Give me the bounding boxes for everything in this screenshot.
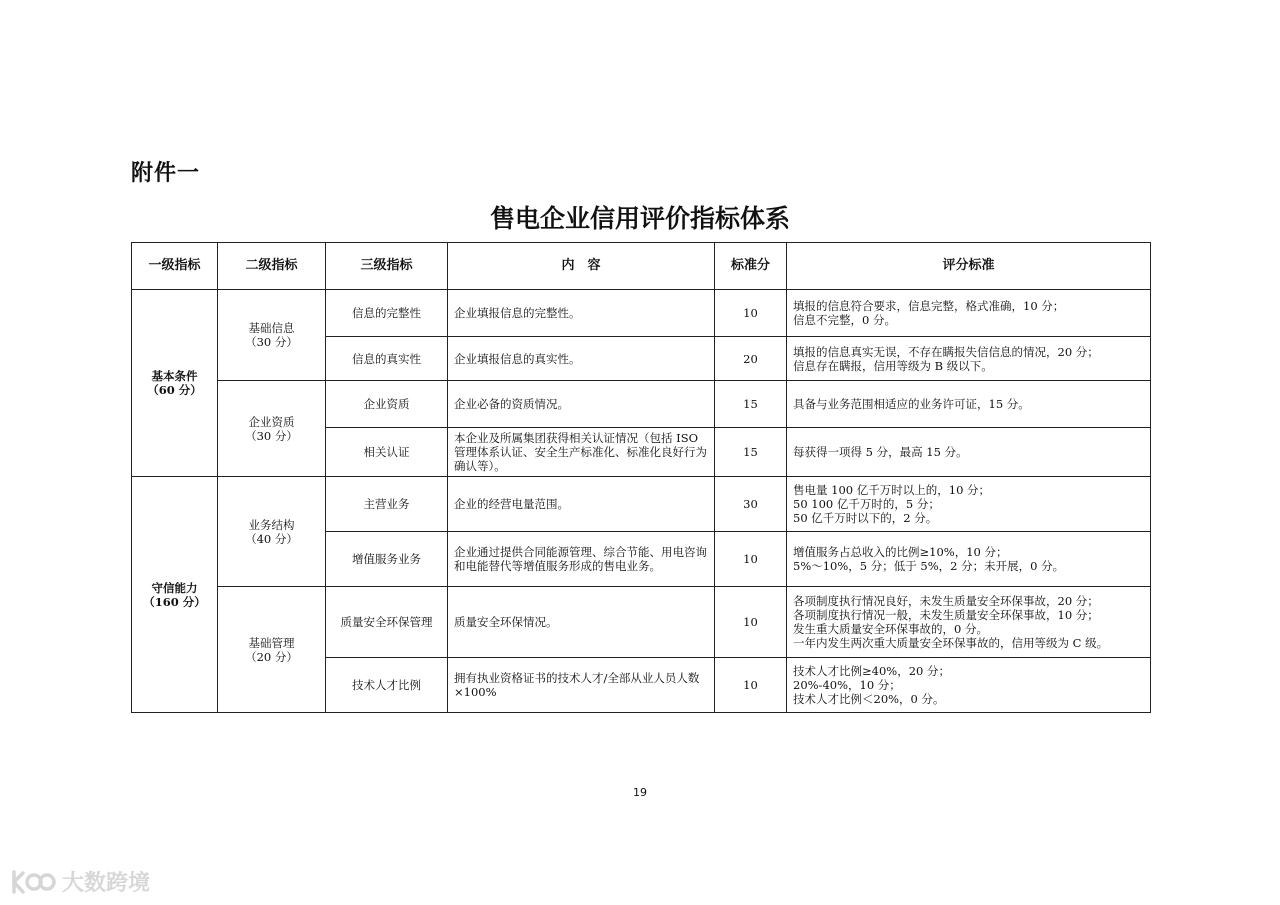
level2-indicator: 基础信息 （30 分） [218, 290, 326, 381]
score-cell: 10 [715, 290, 787, 337]
content-cell: 企业填报信息的完整性。 [448, 290, 715, 337]
level3-indicator: 质量安全环保管理 [326, 587, 448, 658]
credit-index-table [131, 242, 1151, 713]
criteria-cell: 填报的信息符合要求，信息完整，格式准确，10 分； 信息不完整，0 分。 [787, 290, 1151, 337]
table-row [132, 381, 1151, 428]
content-cell: 企业填报信息的真实性。 [448, 337, 715, 381]
table-header-row [132, 243, 1151, 290]
header-score: 标准分 [715, 243, 787, 290]
level2-indicator: 业务结构 （40 分） [218, 477, 326, 587]
criteria-cell: 具备与业务范围相适应的业务许可证，15 分。 [787, 381, 1151, 428]
page-number: 19 [633, 786, 647, 799]
level3-indicator: 增值服务业务 [326, 532, 448, 587]
level3-indicator: 主营业务 [326, 477, 448, 532]
header-content: 内 容 [448, 243, 715, 290]
criteria-cell: 技术人才比例≥40%，20 分； 20%-40%，10 分； 技术人才比例＜20%，0 分。 [787, 658, 1151, 713]
header-criteria: 评分标准 [787, 243, 1151, 290]
criteria-cell: 增值服务占总收入的比例≥10%，10 分； 5%～10%，5 分；低于 5%，2 分；未开展，0 分。 [787, 532, 1151, 587]
level3-indicator: 企业资质 [326, 381, 448, 428]
level3-indicator: 技术人才比例 [326, 658, 448, 713]
criteria-cell: 每获得一项得 5 分，最高 15 分。 [787, 428, 1151, 477]
content-cell: 企业的经营电量范围。 [448, 477, 715, 532]
document-title: 售电企业信用评价指标体系 [489, 204, 790, 233]
content-cell: 企业通过提供合同能源管理、综合节能、用电咨询和电能替代等增值服务形成的售电业务。 [448, 532, 715, 587]
score-cell: 10 [715, 532, 787, 587]
content-cell: 质量安全环保情况。 [448, 587, 715, 658]
level3-indicator: 信息的真实性 [326, 337, 448, 381]
level2-indicator: 基础管理 （20 分） [218, 587, 326, 713]
header-level2: 二级指标 [218, 243, 326, 290]
header-level1: 一级指标 [132, 243, 218, 290]
score-cell: 15 [715, 428, 787, 477]
score-cell: 15 [715, 381, 787, 428]
table-body [132, 290, 1151, 713]
table-row [132, 477, 1151, 532]
level3-indicator: 相关认证 [326, 428, 448, 477]
criteria-cell: 售电量 100 亿千万时以上的，10 分； 50 100 亿千万时的，5 分； 50 亿千万时以下的，2 分。 [787, 477, 1151, 532]
content-cell: 本企业及所属集团获得相关认证情况（包括 ISO 管理体系认证、安全生产标准化、标准化良好行为确认等）。 [448, 428, 715, 477]
level3-indicator: 信息的完整性 [326, 290, 448, 337]
header-level3: 三级指标 [326, 243, 448, 290]
table-row [132, 587, 1151, 658]
content-cell: 企业必备的资质情况。 [448, 381, 715, 428]
level2-indicator: 企业资质 （30 分） [218, 381, 326, 477]
table-row [132, 290, 1151, 337]
score-cell: 30 [715, 477, 787, 532]
score-cell: 20 [715, 337, 787, 381]
watermark-text: 大数跨境 [62, 871, 151, 896]
score-cell: 10 [715, 658, 787, 713]
watermark-logo-icon [10, 868, 56, 896]
score-cell: 10 [715, 587, 787, 658]
criteria-cell: 各项制度执行情况良好，未发生质量安全环保事故，20 分； 各项制度执行情况一般，未发生质量安全环保事故，10 分； 发生重大质量安全环保事故的，0 分。 一年内发生两次重大质量安全环保事故的，信用等级为 C 级。 [787, 587, 1151, 658]
attachment-label: 附件一 [131, 161, 201, 186]
watermark [10, 866, 150, 897]
level1-indicator: 基本条件 （60 分） [132, 290, 218, 477]
content-cell: 拥有执业资格证书的技术人才/全部从业人员人数×100% [448, 658, 715, 713]
level1-indicator: 守信能力 （160 分） [132, 477, 218, 713]
criteria-cell: 填报的信息真实无误，不存在瞒报失信信息的情况，20 分； 信息存在瞒报，信用等级为 B 级以下。 [787, 337, 1151, 381]
